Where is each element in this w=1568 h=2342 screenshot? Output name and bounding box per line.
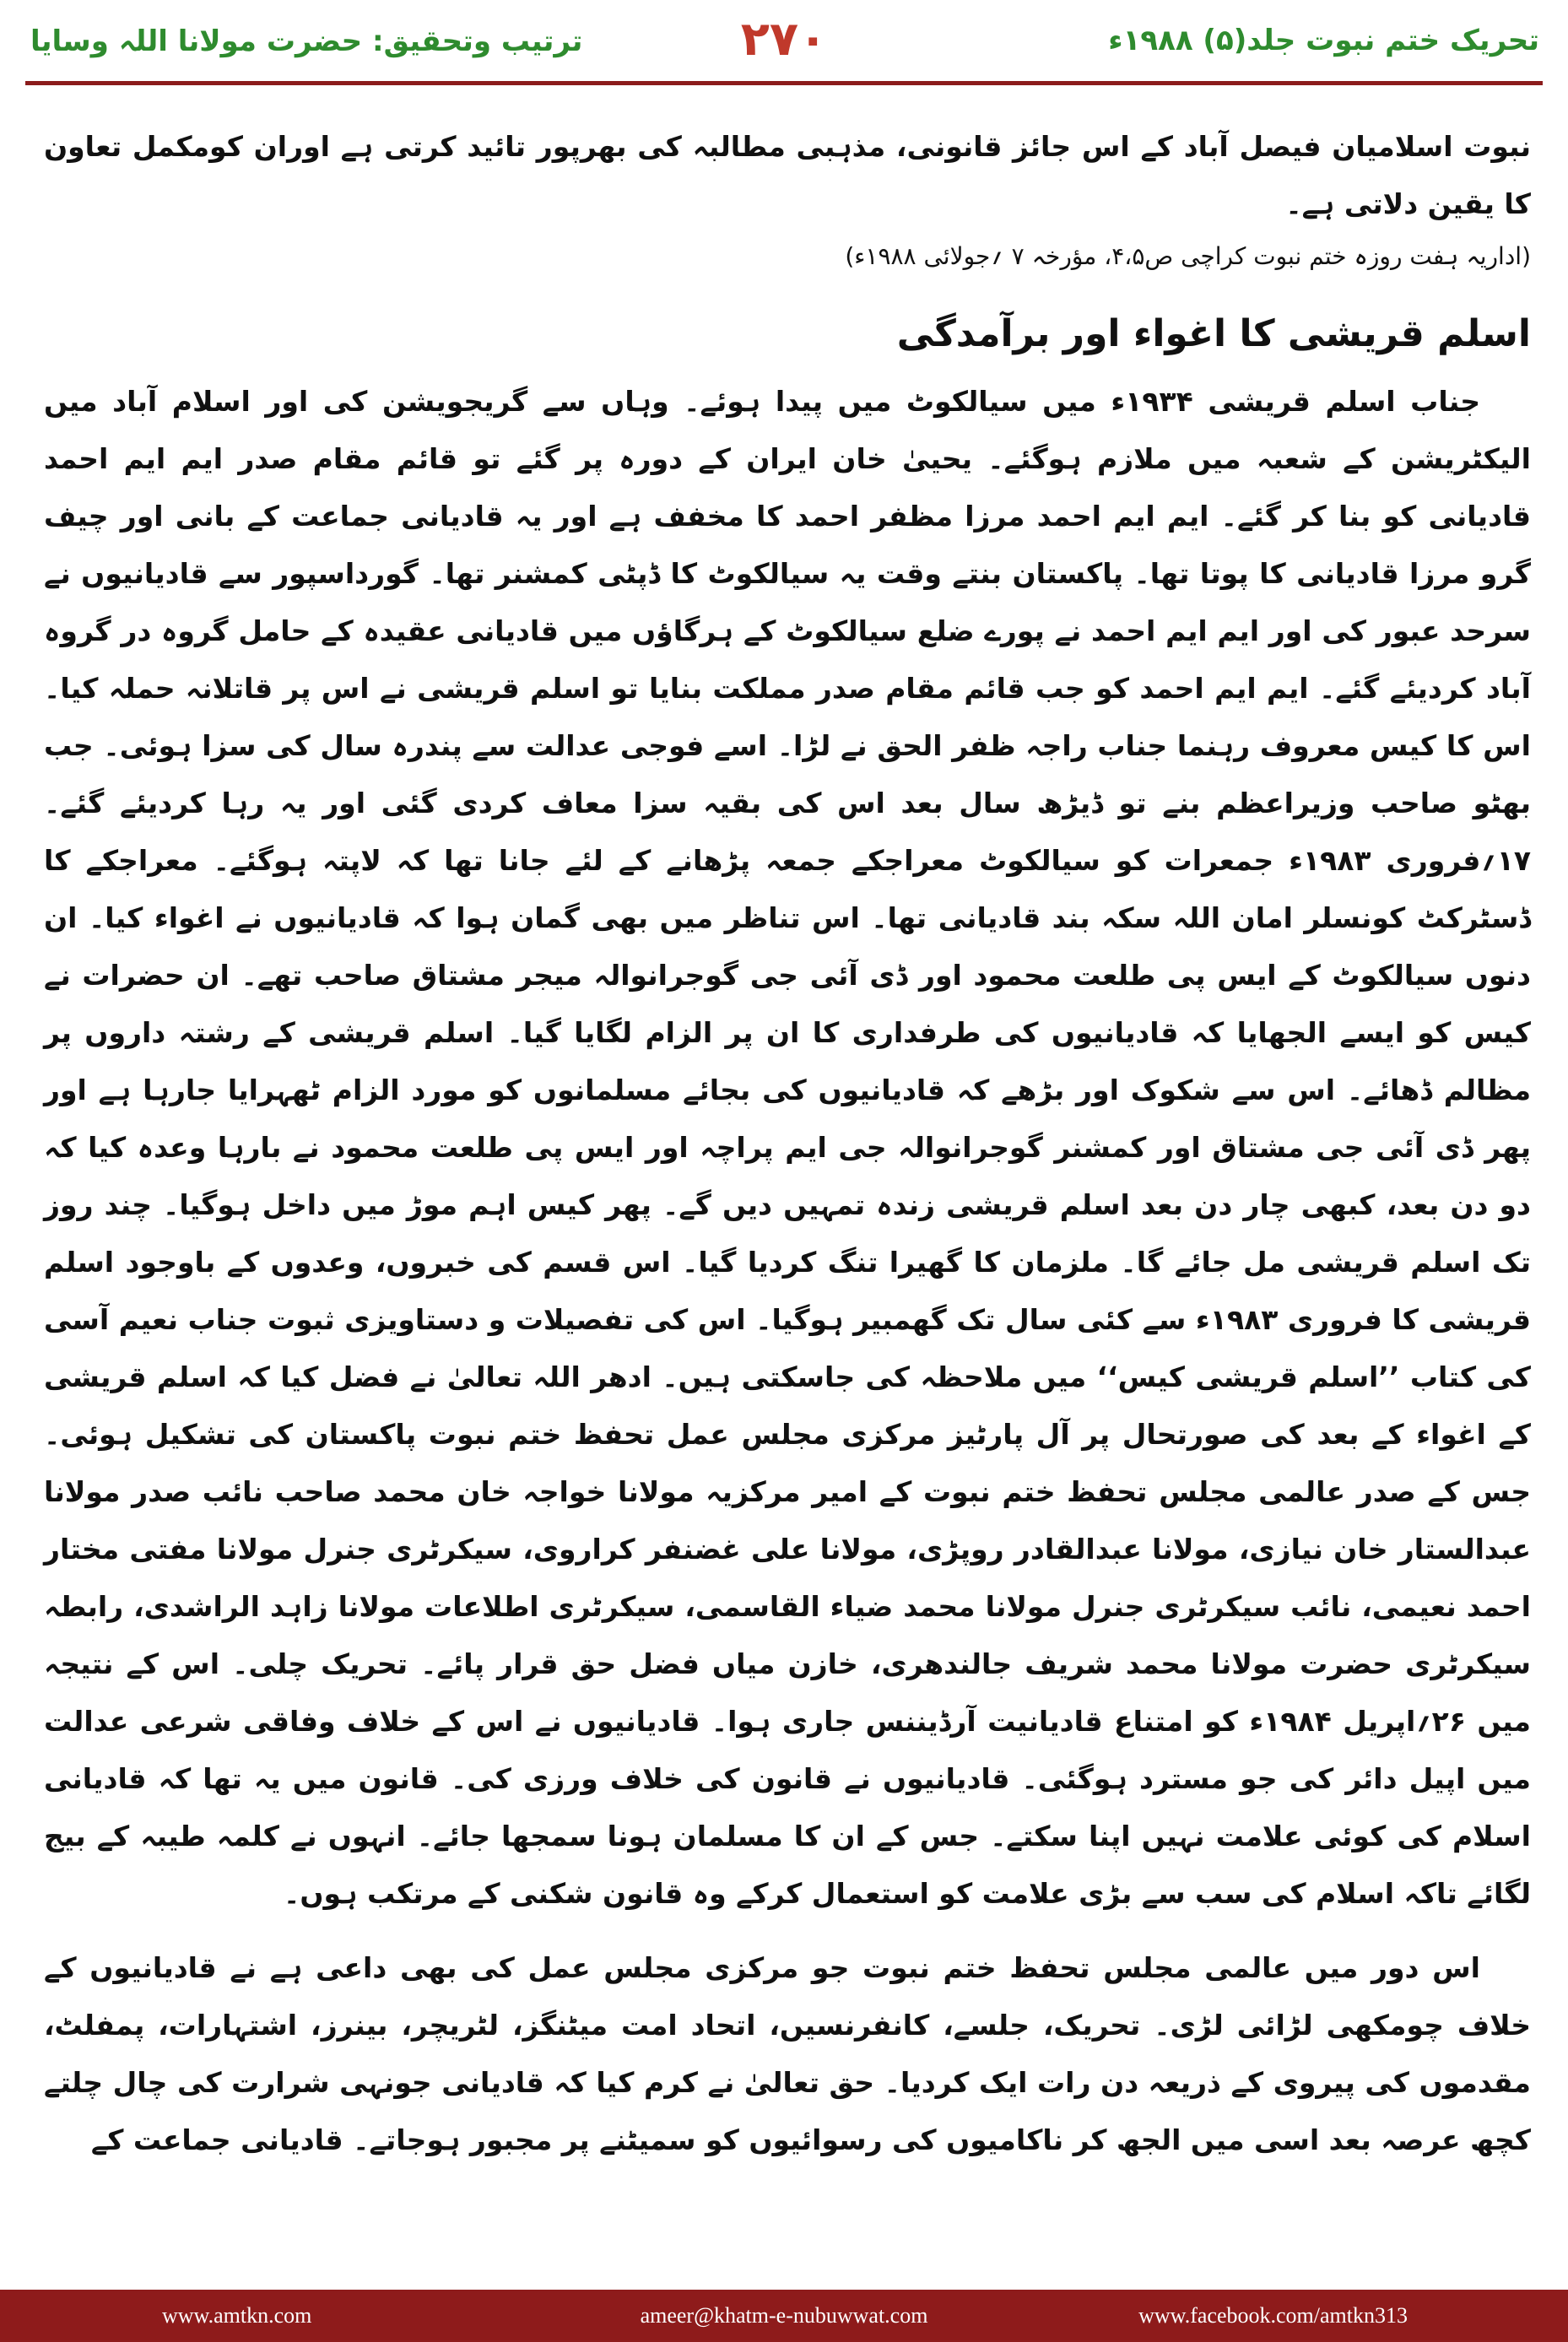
page-number: ۲۷۰ (740, 12, 828, 67)
intro-paragraph: نبوت اسلامیان فیصل آباد کے اس جائز قانونی، مذہبی مطالبہ کی بھرپور تائید کرتی ہے اوران کومکمل تعاون کا یقین دلاتی ہے۔ (44, 130, 1531, 220)
article-paragraph-1: جناب اسلم قریشی ۱۹۳۴ء میں سیالکوٹ میں پیدا ہوئے۔ وہاں سے گریجویشن کی اور اسلام آباد میں الیکٹریشن کے شعبہ میں ملازم ہوگئے۔ یحییٰ خان ایران کے دورہ پر گئے تو قائم مقام صدر ایم ایم احمد قادیانی کو بنا کر گئے۔ ایم ایم احمد مرزا مظفر احمد کا مخفف ہے اور یہ قادیانی جماعت کے بانی اور چیف گرو مرزا قادیانی کا پوتا تھا۔ پاکستان بنتے وقت یہ سیالکوٹ کا ڈپٹی کمشنر تھا۔ گورداسپور سے قادیانیوں نے سرحد عبور کی اور ایم ایم احمد نے پورے ضلع سیالکوٹ کے ہرگاؤں میں قادیانی عقیدہ کے حامل گروہ در گروہ آباد کردیئے گئے۔ ایم ایم احمد کو جب قائم مقام صدر مملکت بنایا تو اسلم قریشی نے اس پر قاتلانہ حملہ کیا۔ اس کا کیس معروف رہنما جناب راجہ ظفر الحق نے لڑا۔ اسے فوجی عدالت سے پندرہ سال کی سزا ہوئی۔ جب بھٹو صاحب وزیراعظم بنے تو ڈیڑھ سال بعد اس کی بقیہ سزا معاف کردی گئی اور یہ رہا کردیئے گئے۔ ۱۷؍فروری ۱۹۸۳ء جمعرات کو سیالکوٹ معراجکے جمعہ پڑھانے کے لئے جانا تھا کہ لاپتہ ہوگئے۔ معراجکے کا ڈسٹرکٹ کونسلر امان اللہ سکہ بند قادیانی تھا۔ اس تناظر میں بھی گمان ہوا کہ قادیانیوں نے اغواء کیا۔ ان دنوں سیالکوٹ کے ایس پی طلعت محمود اور ڈی آئی جی گوجرانوالہ میجر مشتاق صاحب تھے۔ ان حضرات نے کیس کو ایسے الجھایا کہ قادیانیوں کی طرفداری کا ان پر الزام لگایا گیا۔ اسلم قریشی کے رشتہ داروں پر مظالم ڈھائے۔ اس سے شکوک اور بڑھے کہ قادیانیوں کی بجائے مسلمانوں کو مورد الزام ٹھہرایا جارہا ہے اور پھر ڈی آئی جی مشتاق اور کمشنر گوجرانوالہ جی ایم پراچہ اور ایس پی طلعت محمود نے بارہا وعدہ کیا کہ دو دن بعد، کبھی چار دن بعد اسلم قریشی زندہ تمہیں دیں گے۔ پھر کیس اہم موڑ میں داخل ہوگیا۔ چند روز تک اسلم قریشی مل جائے گا۔ ملزمان کا گھیرا تنگ کردیا گیا۔ اس قسم کی خبروں، وعدوں کے باوجود اسلم قریشی کا فروری ۱۹۸۳ء سے کئی سال تک گھمبیر ہوگیا۔ اس کی تفصیلات و دستاویزی ثبوت جناب نعیم آسی کی کتاب ’’اسلم قریشی کیس‘‘ میں ملاحظہ کی جاسکتی ہیں۔ ادھر اللہ تعالیٰ نے فضل کیا کہ اسلم قریشی کے اغواء کے بعد کی صورتحال پر آل پارٹیز مرکزی مجلس عمل تحفظ ختم نبوت پاکستان کی تشکیل ہوئی۔ جس کے صدر عالمی مجلس تحفظ ختم نبوت کے امیر مرکزیہ مولانا خواجہ خان محمد صاحب نائب صدر مولانا عبدالستار خان نیازی، مولانا عبدالقادر روپڑی، مولانا علی غضنفر کراروی، سیکرٹری جنرل مولانا مفتی مختار احمد نعیمی، نائب سیکرٹری جنرل مولانا محمد ضیاء القاسمی، سیکرٹری اطلاعات مولانا زاہد الراشدی، رابطہ سیکرٹری حضرت مولانا محمد شریف جالندھری، خازن میاں فضل حق قرار پائے۔ تحریک چلی۔ اس کے نتیجہ میں ۲۶؍اپریل ۱۹۸۴ء کو امتناع قادیانیت آرڈیننس جاری ہوا۔ قادیانیوں نے اس کے خلاف وفاقی شرعی عدالت میں اپیل دائر کی جو مسترد ہوگئی۔ قادیانیوں نے قانون کی خلاف ورزی کی۔ قانون میں یہ تھا کہ قادیانی اسلام کی کوئی علامت نہیں اپنا سکتے۔ جس کے ان کا مسلمان ہونا سمجھا جائے۔ انہوں نے کلمہ طیبہ کے بیج لگائے تاکہ اسلام کی سب سے بڑی علامت کو استعمال کرکے وہ قانون شکنی کے مرتکب ہوں۔ (44, 385, 1532, 1910)
article-title: اسلم قریشی کا اغواء اور برآمدگی (896, 312, 1531, 355)
footer-website-link[interactable]: www.amtkn.com (162, 2303, 312, 2328)
header-divider (25, 81, 1543, 85)
footer-facebook-link[interactable]: www.facebook.com/amtkn313 (1138, 2303, 1408, 2328)
source-citation: (اداریہ ہفت روزہ ختم نبوت کراچی ص۴،۵، مؤرخہ ۷ ؍جولائی ۱۹۸۸ء) (845, 242, 1531, 270)
page-content (44, 118, 1531, 2169)
compiler-credit: ترتیب وتحقیق: حضرت مولانا اللہ وسایا (30, 24, 583, 58)
footer-email-link[interactable]: ameer@khatm-e-nubuwwat.com (640, 2303, 928, 2328)
article-paragraph-2: اس دور میں عالمی مجلس تحفظ ختم نبوت جو مرکزی مجلس عمل کی بھی داعی ہے نے قادیانیوں کے خلاف چومکھی لڑائی لڑی۔ تحریک، جلسے، کانفرنسیں، اتحاد امت میٹنگز، لٹریچر، بینرز، اشتہارات، پمفلٹ، مقدموں کی پیروی کے ذریعہ دن رات ایک کردیا۔ حق تعالیٰ نے کرم کیا کہ قادیانی جونہی شرارت کی چال چلتے کچھ عرصہ بعد اسی میں الجھ کر ناکامیوں کی رسوائیوں کو سمیٹنے پر مجبور ہوجاتے۔ قادیانی جماعت کے (44, 1951, 1531, 2156)
page-footer (0, 2290, 1568, 2342)
page-header (0, 0, 1568, 100)
book-title: تحریک ختم نبوت جلد(۵) ۱۹۸۸ء (1108, 24, 1539, 57)
